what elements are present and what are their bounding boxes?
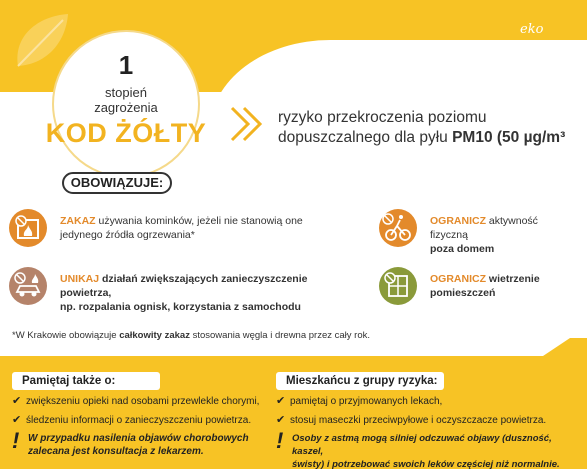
footnote-prefix: *W Krakowie obowiązuje bbox=[12, 330, 120, 341]
warning-line2: świsty) i potrzebować swoich leków częściej niż normalnie. bbox=[292, 459, 560, 469]
level-label-line1: stopień bbox=[105, 85, 147, 100]
risk-line2 bbox=[278, 128, 587, 148]
level-code: KOD ŻÓŁTY bbox=[45, 118, 207, 148]
no-fireplace-icon bbox=[8, 208, 48, 248]
list-item bbox=[276, 413, 581, 432]
exclamation-icon: ! bbox=[12, 428, 20, 453]
rule-limit-activity bbox=[378, 208, 578, 255]
left-box-list bbox=[12, 394, 292, 432]
footnote-bold: całkowity zakaz bbox=[119, 330, 190, 341]
chevron-right-icon bbox=[228, 104, 272, 144]
rule-text-line2: np. rozpalania ognisk, korzystania z samochodu bbox=[60, 301, 301, 313]
rule-limit-ventilation bbox=[378, 266, 578, 310]
logo-name: MAŁOPOLSKA bbox=[450, 42, 576, 61]
warning-line1: Osoby z astmą mogą silniej odczuwać objawy (duszność, kaszel, bbox=[292, 433, 552, 457]
list-item-text: zwiększeniu opieki nad osobami przewlekle chorymi, bbox=[26, 396, 260, 407]
rule-avoid-pollution bbox=[8, 266, 348, 313]
level-number: 1 bbox=[118, 50, 134, 80]
warning-line1: W przypadku nasilenia objawów chorobowych bbox=[28, 433, 249, 444]
list-item-text: pamiętaj o przyjmowanych lekach, bbox=[290, 396, 443, 407]
risk-line2-bold: PM10 (50 µg/m³ bbox=[452, 129, 566, 146]
risk-line1: ryzyko przekroczenia poziomu bbox=[278, 109, 487, 126]
level-label bbox=[52, 85, 200, 115]
right-box-title: Mieszkańcu z grupy ryzyka: bbox=[276, 372, 444, 390]
rule-limit-ventilation-text bbox=[430, 272, 540, 300]
obligations-label: OBOWIĄZUJE: bbox=[62, 172, 172, 194]
rule-text-line1: wietrzenie bbox=[486, 273, 540, 285]
rule-text-line2: jedynego źródła ogrzewania* bbox=[60, 229, 195, 241]
warning-line2: zalecana jest konsultacja z lekarzem. bbox=[28, 446, 204, 457]
check-icon: ✔ bbox=[12, 414, 22, 426]
check-icon: ✔ bbox=[276, 395, 286, 407]
check-icon: ✔ bbox=[12, 395, 22, 407]
logo-eko: eko bbox=[520, 22, 544, 37]
rule-limit-activity-text bbox=[430, 214, 578, 256]
rule-text-line1: używania kominków, jeżeli nie stanowią one bbox=[95, 215, 303, 227]
rule-text-line2: pomieszczeń bbox=[430, 287, 496, 299]
rule-keyword: OGRANICZ bbox=[430, 273, 486, 285]
rule-keyword: OGRANICZ bbox=[430, 215, 486, 227]
footnote-suffix: stosowania węgla i drewna przez cały rok. bbox=[189, 330, 371, 341]
rule-no-fireplace-text bbox=[60, 214, 303, 242]
window-icon bbox=[378, 266, 418, 306]
level-label-line2: zagrożenia bbox=[94, 100, 158, 115]
no-cycling-icon bbox=[378, 208, 418, 248]
bottom-notch bbox=[480, 338, 587, 358]
exclamation-icon: ! bbox=[276, 428, 284, 453]
risk-description bbox=[278, 108, 587, 148]
rule-text-line1: działań zwiększających zanieczyszczenie powietrza, bbox=[60, 273, 308, 299]
rule-avoid-pollution-text bbox=[60, 272, 348, 314]
left-box-title: Pamiętaj także o: bbox=[12, 372, 160, 390]
right-box-list bbox=[276, 394, 581, 432]
list-item bbox=[12, 394, 292, 413]
no-car-fire-icon bbox=[8, 266, 48, 306]
rule-no-fireplace bbox=[8, 208, 338, 252]
eko-malopolska-logo bbox=[428, 22, 578, 72]
rule-text-line1: aktywność fizyczną bbox=[430, 215, 538, 241]
logo-mark-icon: ⛰ bbox=[428, 42, 442, 59]
right-box-warning bbox=[276, 428, 584, 469]
rule-keyword: UNIKAJ bbox=[60, 273, 100, 285]
risk-line2-prefix: dopuszczalnego dla pyłu bbox=[278, 129, 453, 146]
list-item bbox=[12, 413, 292, 432]
rule-text-line2: poza domem bbox=[430, 243, 495, 255]
check-icon: ✔ bbox=[276, 414, 286, 426]
left-box-warning bbox=[12, 428, 284, 458]
list-item-text: śledzeniu informacji o zanieczyszczeniu powietrza. bbox=[26, 415, 252, 426]
rule-keyword: ZAKAZ bbox=[60, 215, 96, 227]
footnote bbox=[12, 330, 370, 341]
list-item-text: stosuj maseczki przeciwpyłowe i oczyszczacze powietrza. bbox=[290, 415, 547, 426]
list-item bbox=[276, 394, 581, 413]
